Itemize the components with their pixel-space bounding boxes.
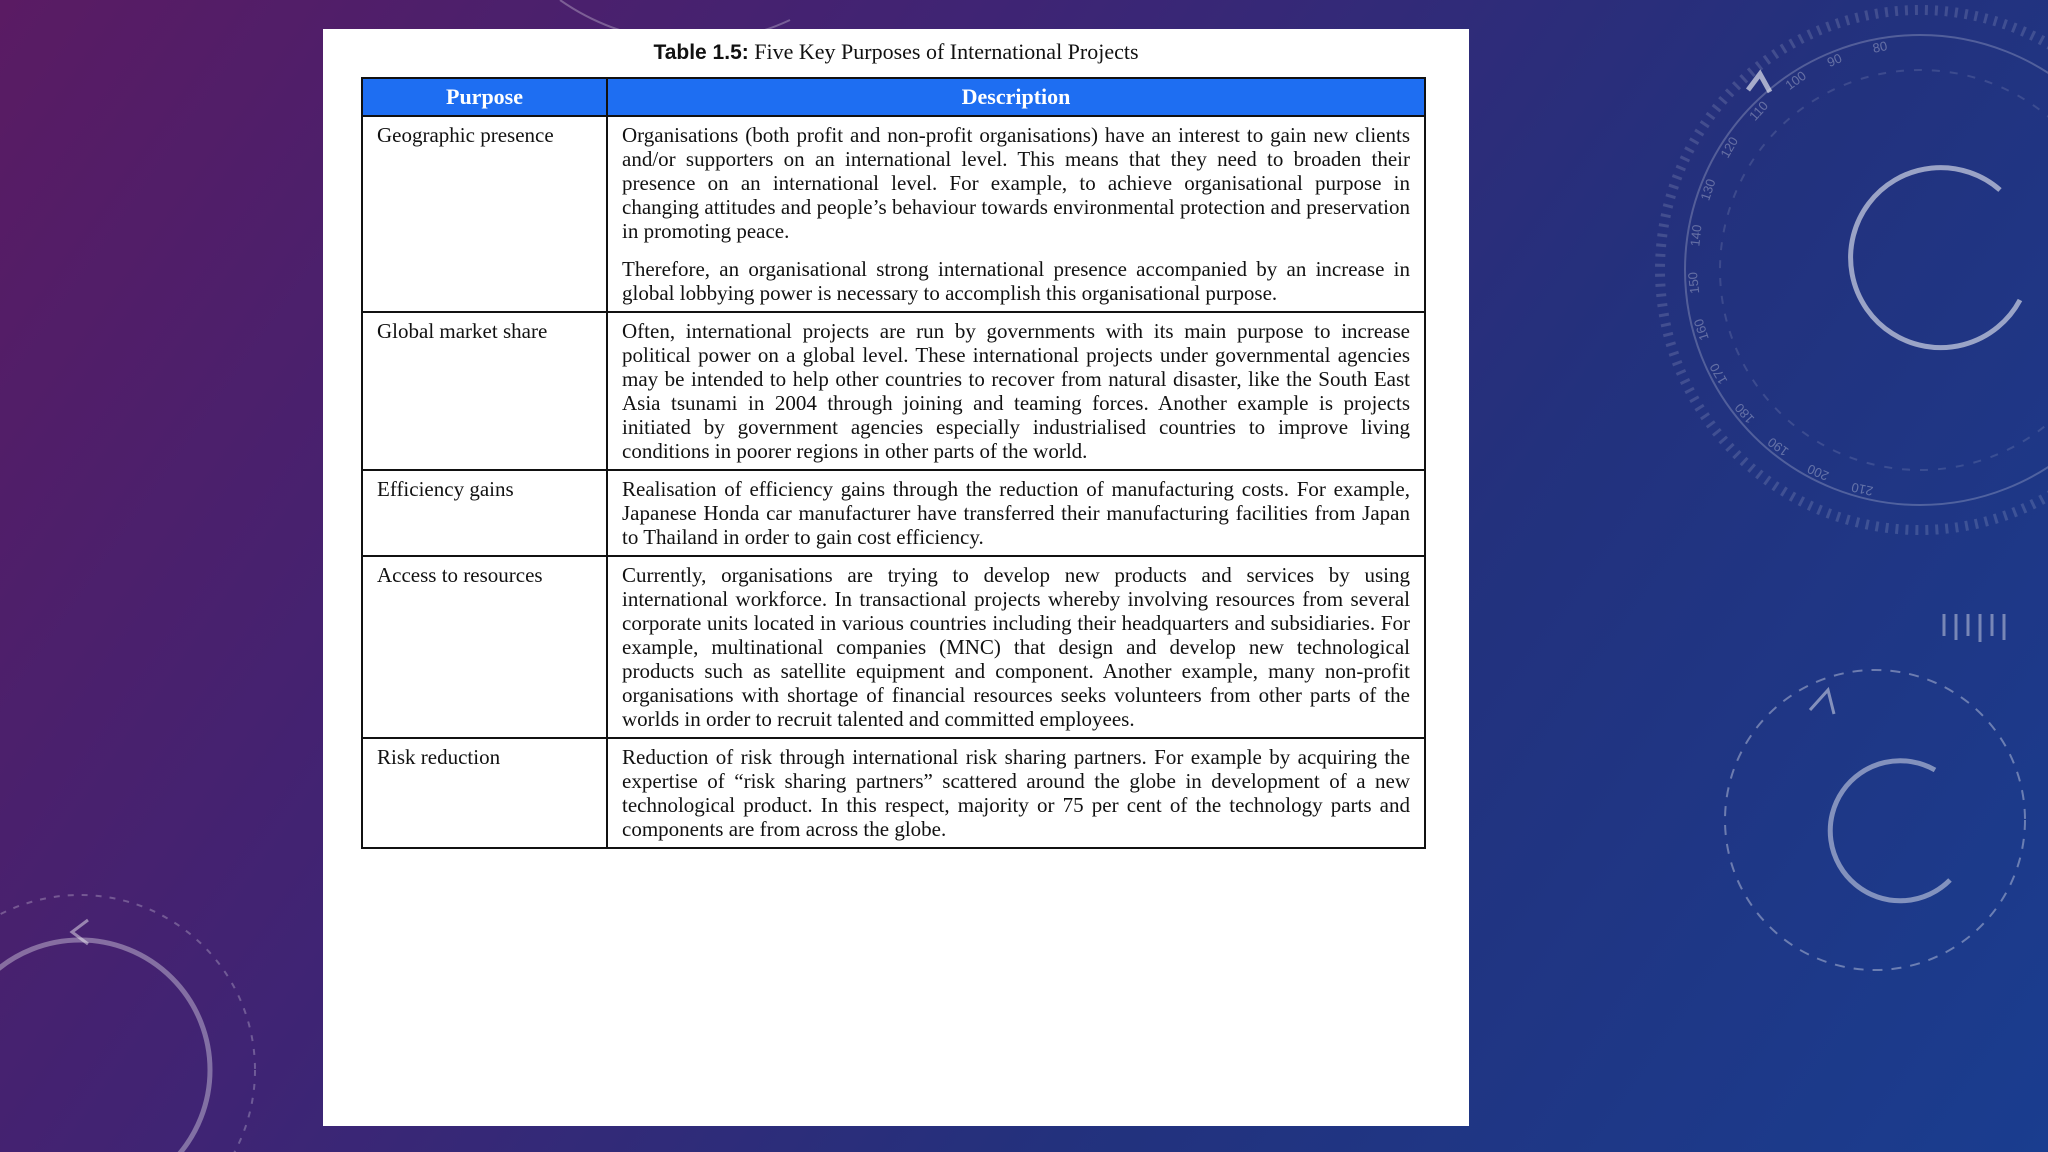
- tick-marks: [1944, 614, 2004, 642]
- description-cell: [607, 556, 1425, 738]
- description-paragraph: Organisations (both profit and non-profit organisations) have an interest to gain new clients and/or supporters on an international level. This means that they need to broaden their presence on an international level. For example, to achieve organisational purpose in changing attitudes and people’s behaviour towards environmental protection and preservation in promoting peace.: [622, 123, 1410, 243]
- purpose-cell: Geographic presence: [362, 116, 607, 312]
- header-description: Description: [607, 78, 1425, 116]
- dial-number: 120: [1717, 134, 1742, 161]
- description-cell: [607, 738, 1425, 848]
- purposes-table: [361, 77, 1426, 849]
- dial-number: 190: [1764, 434, 1792, 460]
- description-paragraph: Currently, organisations are trying to develop new products and services by using international workforce. In transactional projects whereby involving resources from several corporate units located in various countries including their headquarters and subsidiaries. For example, multinational companies (MNC) that design and develop new technological products such as satellite equipment and component. Another example, many non-profit organisations with shortage of financial resources seeks volunteers from other parts of the worlds in order to recruit talented and committed employees.: [622, 563, 1410, 731]
- purpose-cell: Risk reduction: [362, 738, 607, 848]
- circle-bottom-left-dashed: [0, 895, 255, 1152]
- purpose-cell: Efficiency gains: [362, 470, 607, 556]
- description-cell: [607, 470, 1425, 556]
- dial-number: 90: [1824, 50, 1845, 70]
- table-row: [362, 738, 1425, 848]
- description-paragraph: Realisation of efficiency gains through the reduction of manufacturing costs. For example, Japanese Honda car manufacturer have transferred their manufacturing facilities from Japan to Thailand in order to gain cost efficiency.: [622, 477, 1410, 549]
- header-purpose: Purpose: [362, 78, 607, 116]
- dial-arrow: [1748, 74, 1770, 92]
- dial-number: 150: [1684, 271, 1703, 295]
- dial-mid-ring: [1685, 35, 2048, 505]
- description-cell: [607, 116, 1425, 312]
- dial-number: 160: [1690, 317, 1712, 343]
- caption-text: Five Key Purposes of International Projects: [754, 39, 1139, 64]
- table-row: [362, 556, 1425, 738]
- dial-small-arc: [1851, 168, 2020, 348]
- dial-inner-ring: [1720, 67, 2048, 470]
- table-row: [362, 312, 1425, 470]
- dial-number: 170: [1706, 360, 1731, 387]
- document-page: [323, 29, 1469, 1126]
- dial-outer-ring: [1660, 10, 2048, 530]
- dial-number: 180: [1731, 400, 1758, 427]
- circle-bottom-left-outer: [0, 940, 210, 1152]
- dial-number: 100: [1782, 67, 1809, 93]
- description-paragraph: Reduction of risk through international risk sharing partners. For example by acquiring the expertise of “risk sharing partners” scattered around the globe in development of a new technological product. In this respect, majority or 75 per cent of the technology parts and components are from across the globe.: [622, 745, 1410, 841]
- dashed-circle-lower-right: [1725, 670, 2025, 970]
- description-paragraph: Therefore, an organisational strong international presence accompanied by an increase in global lobbying power is necessary to accomplish this organisational purpose.: [622, 257, 1410, 305]
- purpose-cell: Global market share: [362, 312, 607, 470]
- dial-number: 210: [1850, 479, 1875, 499]
- table-header-row: [362, 78, 1425, 116]
- dial-number: 140: [1687, 223, 1705, 248]
- table-row: [362, 470, 1425, 556]
- arrow-lower-right: [1810, 690, 1834, 714]
- description-cell: [607, 312, 1425, 470]
- dial-number: 200: [1804, 461, 1831, 484]
- dial-number: 130: [1697, 177, 1719, 203]
- table-row: [362, 116, 1425, 312]
- arc-lower-right: [1830, 761, 1950, 901]
- dial-number: 80: [1871, 38, 1889, 56]
- dial-number: 110: [1746, 98, 1772, 124]
- table-caption: [323, 39, 1469, 65]
- description-paragraph: Often, international projects are run by governments with its main purpose to increase political power on a global level. These international projects under governmental agencies may be intended to help other countries to recover from natural disaster, like the South East Asia tsunami in 2004 through joining and teaming forces. Another example is projects initiated by government agencies especially industrialised countries to improve living conditions in poorer regions in other parts of the world.: [622, 319, 1410, 463]
- caption-label: Table 1.5:: [653, 41, 749, 64]
- purpose-cell: Access to resources: [362, 556, 607, 738]
